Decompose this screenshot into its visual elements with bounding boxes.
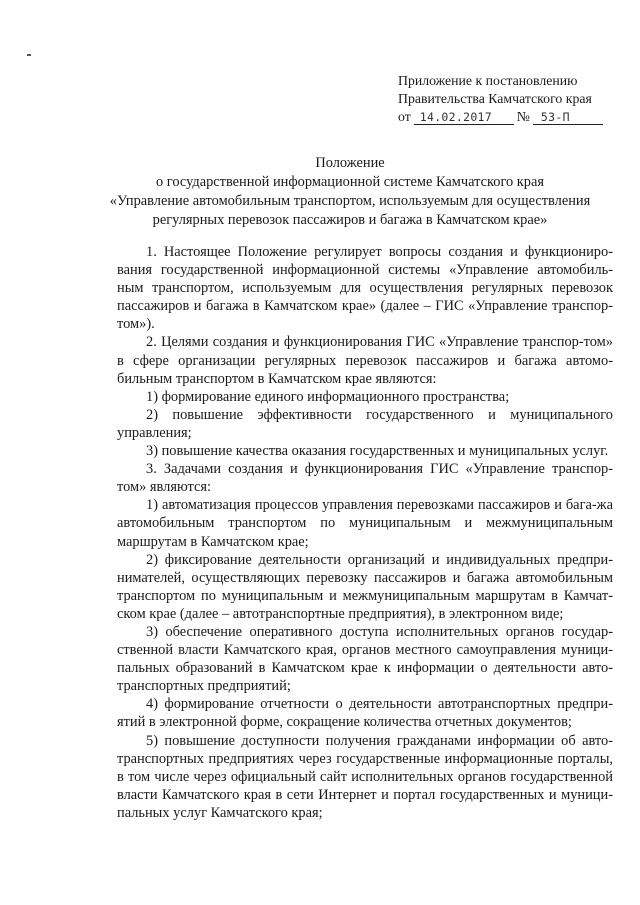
date-prefix: от	[398, 109, 411, 124]
document-body	[117, 243, 613, 822]
appendix-line-2: Правительства Камчатского края	[398, 91, 592, 106]
title-line-4: регулярных перевозок пассажиров и багажа в Камчатском крае»	[152, 212, 548, 228]
list-item-2-3: 3) повышение качества оказания государственных и муниципальных услуг.	[146, 443, 609, 460]
title-line-1: Положение	[315, 155, 385, 171]
number-prefix: №	[516, 109, 530, 124]
list-item-3-4: 4) формирование отчетности о деятельности автотранспортных предпри-ятий в электронной форме, сокращение количества отчетных документов;	[117, 696, 613, 731]
list-item-2-2: 2) повышение эффективности государственного и муниципального управления;	[117, 406, 613, 441]
appendix-block	[398, 72, 623, 126]
paragraph-2: 2. Целями создания и функционирования ГИС «Управление транспор-том» в сфере организации регулярных перевозок пассажиров и багажа автомо-бильным транспортом в Камчатском крае являются:	[117, 334, 613, 387]
list-item-3-5: 5) повышение доступности получения гражданами информации об авто-транспортных предприятиях через государственные информационные порталы, в том числе через официальный сайт исполнительных органов государственной власти Камчатского края в сети Интернет и портал государственных и муници-пальных услуг Камчатского края;	[117, 732, 613, 821]
number-value: 53-П	[533, 110, 603, 125]
list-item-3-1: 1) автоматизация процессов управления перевозками пассажиров и бага-жа автомобильным транспортом по муниципальным и межмуниципальным маршрутам в Камчатском крае;	[117, 497, 613, 550]
list-item-2-1: 1) формирование единого информационного пространства;	[146, 388, 510, 405]
document-title	[60, 154, 640, 230]
paragraph-3: 3. Задачами создания и функционирования ГИС «Управление транспор-том» являются:	[117, 461, 613, 496]
list-item-3-2: 2) фиксирование деятельности организаций и индивидуальных предпри-нимателей, осуществляющих перевозку пассажиров и багажа автомобильным транспортом по муниципальным и межмуниципальным маршрутам в Камчат-ском крае (далее – автотранспортные предприятия), в электронном виде;	[117, 551, 613, 622]
list-item-3-3: 3) обеспечение оперативного доступа исполнительных органов государ-ственной власти Камчатского края, органов местного самоуправления муници-пальных образований в Камчатском крае к информации о деятельности авто-транспортных предприятий;	[117, 623, 613, 695]
appendix-line-1: Приложение к постановлению	[398, 73, 578, 88]
appendix-date-number-line	[398, 108, 623, 126]
title-line-3: «Управление автомобильным транспортом, используемым для осуществления	[109, 193, 591, 209]
title-line-2: о государственной информационной системе Камчатского края	[156, 174, 544, 190]
date-value: 14.02.2017	[414, 110, 514, 125]
paragraph-1: 1. Настоящее Положение регулирует вопросы создания и функциониро-вания государственной информационной системы «Управление автомобиль-ным транспортом, используемым для осуществления регулярных перевозок пассажиров и багажа в Камчатском крае» (далее – ГИС «Управление транспор-том»).	[117, 244, 613, 333]
scan-mark	[27, 54, 31, 56]
